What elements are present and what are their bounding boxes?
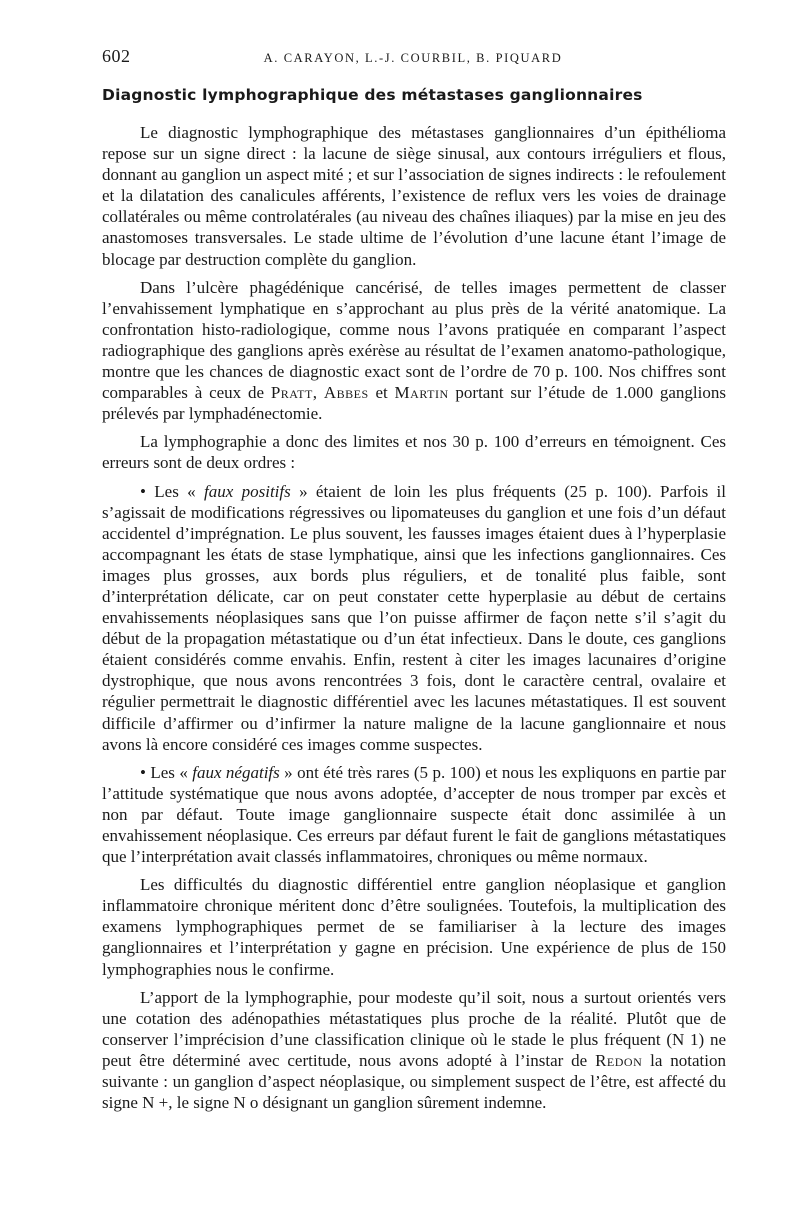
text-run: » ont été très rares (5 p. 100) et nous les expliquons en partie par l’attitude systématique que nous avons adoptée, d’accepter de nous tromper par excès et non par défaut. Toute image ganglionnaire suspecte était donc assimilée à un envahissement néoplasique. Ces erreurs par défaut furent le fait de ganglions métastatiques que l’interprétation avait classés inflammatoires, chroniques ou même normaux. bbox=[102, 762, 726, 867]
author-name-redon: Redon bbox=[595, 1050, 643, 1070]
paragraph-differential-diagnosis: Les difficultés du diagnostic différentiel entre ganglion néoplasique et ganglion inflammatoire chronique méritent donc d’être soulignées. Toutefois, la multiplication des examens lymphographiques permet de se familiariser à la lecture des images ganglionnaires et l’interprétation y gagne en précision. Une expérience de plus de 150 lymphographies nous le confirme. bbox=[102, 875, 726, 979]
text-run: Dans l’ulcère phagédénique cancérisé, de telles images permettent de classer l’envahissement lymphatique en s’approchant au plus près de la vérité anatomique. La confrontation histo-radiologique, comme nous l’avons pratiquée en comparant l’aspect radiographique des ganglions après exérèse au résultat de l’examen anatomo-pathologique, montre que les chances de diagnostic exact sont de l’ordre de 70 p. 100. Nos chiffres sont comparables à ceux de bbox=[102, 277, 726, 403]
body-text bbox=[102, 122, 726, 1120]
paragraph-direct-sign: Le diagnostic lymphographique des métastases ganglionnaires d’un épithélioma repose sur un signe direct : la lacune de siège sinusal, aux contours irréguliers et flous, donnant au ganglion un aspect mité ; et sur l’association de signes indirects : le refoulement et la dilatation des canalicules afférents, l’existence de reflux vers les voies de drainage collatérales ou même controlatérales (au niveau des chaînes iliaques) par la mise en jeu des anastomoses transversales. Le stade ultime de l’évolution d’une lacune étant l’image de blocage par destruction complète du ganglion. bbox=[102, 123, 726, 269]
section-title: Diagnostic lymphographique des métastases ganglionnaires bbox=[102, 86, 643, 104]
author-name-abbes: Abbes bbox=[323, 383, 369, 403]
text-run: la notation suivante : un ganglion d’aspect néoplasique, ou simplement suspect de l’être, est affecté du signe N +, le signe N o désignant un ganglion sûrement indemne. bbox=[102, 1050, 726, 1113]
paragraph-histo-radiologic bbox=[102, 277, 726, 425]
term-faux-negatifs: faux négatifs bbox=[192, 762, 280, 782]
paragraph-limits: La lymphographie a donc des limites et nos 30 p. 100 d’erreurs en témoignent. Ces erreurs sont de deux ordres : bbox=[102, 432, 726, 473]
text-run: • Les « bbox=[140, 762, 193, 782]
bullet-false-negatives bbox=[102, 762, 726, 867]
paragraph-notation bbox=[102, 987, 726, 1114]
bullet-false-positives bbox=[102, 481, 726, 755]
author-name-pratt: Pratt bbox=[270, 383, 313, 403]
term-faux-positifs: faux positifs bbox=[204, 481, 291, 501]
page-number: 602 bbox=[102, 46, 131, 66]
text-run: , bbox=[312, 383, 324, 403]
author-line: A. CARAYON, L.-J. COURBIL, B. PIQUARD bbox=[263, 51, 563, 65]
author-name-martin: Martin bbox=[394, 383, 449, 403]
text-run: et bbox=[368, 383, 395, 403]
text-run: portant sur l’étude de 1.000 ganglions prélevés par lymphadénectomie. bbox=[102, 383, 726, 424]
text-run: L’apport de la lymphographie, pour modeste qu’il soit, nous a surtout orientés vers une cotation des adénopathies métastatiques plus proche de la réalité. Plutôt que de conserver l’imprécision d’une classification clinique où le stade le plus fréquent (N 1) ne peut être déterminé avec certitude, nous avons adopté à l’instar de bbox=[102, 987, 726, 1070]
text-run: • Les « bbox=[140, 481, 205, 501]
text-run: » étaient de loin les plus fréquents (25 p. 100). Parfois il s’agissait de modifications régressives ou lipomateuses du ganglion et une fois d’un défaut accidentel d’imprégnation. Le plus souvent, les fausses images étaient dues à l’hyperplasie accompagnant les états de stase lymphatique, ainsi que les infections ganglionnaires. Ces images plus grosses, aux bords plus réguliers, et de tonalité plus faible, sont d’interprétation délicate, car on peut constater cette hyperplasie au début de certains envahissements néoplasiques sans que l’on puisse affirmer de façon nette s’il s’agit du début de la propagation métastatique ou d’un état infectieux. Dans le doute, ces ganglions étaient considérés comme envahis. Enfin, restent à citer les images lacunaires d’origine dystrophique, que nous avons rencontrées 3 fois, dont le caractère central, ovalaire et régulier permettrait le diagnostic différentiel avec les lacunes métastatiques. Il est souvent difficile d’affirmer ou d’infirmer la nature maligne de la lacune ganglionnaire et nous avons là encore considéré ces images comme suspectes. bbox=[102, 481, 726, 754]
running-header bbox=[102, 46, 724, 74]
